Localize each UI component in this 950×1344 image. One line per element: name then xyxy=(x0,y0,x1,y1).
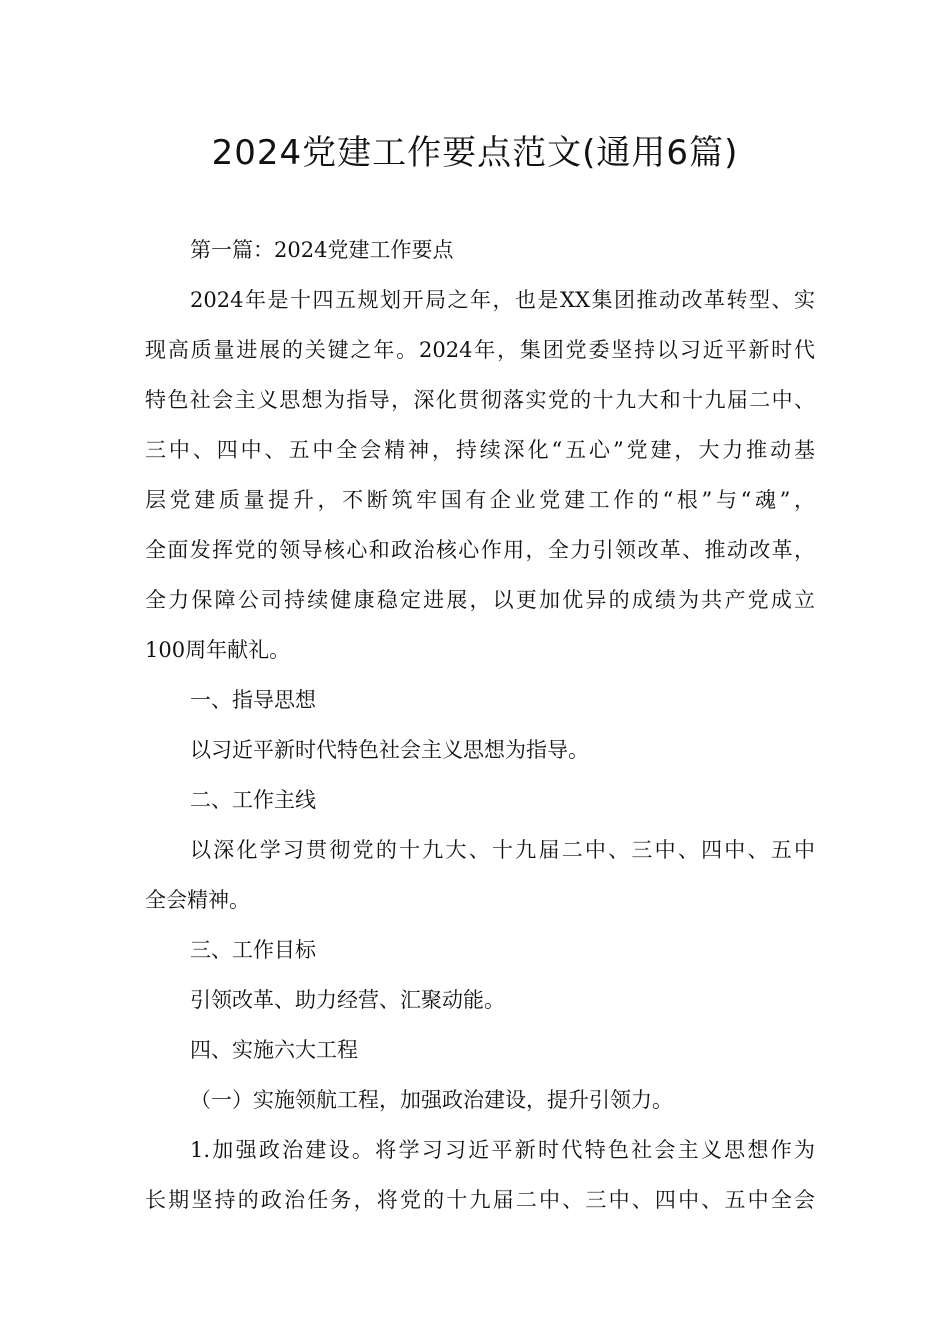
paragraph-line: 以习近平新时代特色社会主义思想为指导。 xyxy=(190,738,589,762)
section-heading-work-mainline: 二、工作主线 xyxy=(190,788,316,812)
subsection-heading: （一）实施领航工程，加强政治建设，提升引领力。 xyxy=(190,1088,673,1112)
paragraph-line: 100周年献礼。 xyxy=(145,638,291,662)
paragraph-line: 全会精神。 xyxy=(145,888,250,912)
paragraph-line: 特色社会主义思想为指导，深化贯彻落实党的十九大和十九届二中、 xyxy=(145,388,815,412)
paragraph-line: 以深化学习贯彻党的十九大、十九届二中、三中、四中、五中 xyxy=(190,838,815,862)
section-heading-six-projects: 四、实施六大工程 xyxy=(190,1038,358,1062)
paragraph-line: 2024年是十四五规划开局之年，也是XX集团推动改革转型、实 xyxy=(190,288,815,312)
paragraph-line: 三中、四中、五中全会精神，持续深化“五心”党建，大力推动基 xyxy=(145,438,815,462)
document-title: 2024党建工作要点范文(通用6篇) xyxy=(211,133,739,173)
paragraph-line: 现高质量进展的关键之年。2024年，集团党委坚持以习近平新时代 xyxy=(145,338,815,362)
section-heading-guiding-thought: 一、指导思想 xyxy=(190,688,316,712)
paragraph-line: 层党建质量提升，不断筑牢国有企业党建工作的“根”与“魂”， xyxy=(145,488,815,512)
document-body xyxy=(145,225,815,1225)
paragraph-line: 1.加强政治建设。将学习习近平新时代特色社会主义思想作为 xyxy=(190,1138,815,1162)
paragraph-line: 全面发挥党的领导核心和政治核心作用，全力引领改革、推动改革， xyxy=(145,538,815,562)
section-heading-first-article: 第一篇：2024党建工作要点 xyxy=(190,238,454,262)
paragraph-line: 长期坚持的政治任务，将党的十九届二中、三中、四中、五中全会 xyxy=(145,1188,815,1212)
paragraph-line: 引领改革、助力经营、汇聚动能。 xyxy=(190,988,505,1012)
section-heading-work-goals: 三、工作目标 xyxy=(190,938,316,962)
paragraph-line: 全力保障公司持续健康稳定进展，以更加优异的成绩为共产党成立 xyxy=(145,588,815,612)
